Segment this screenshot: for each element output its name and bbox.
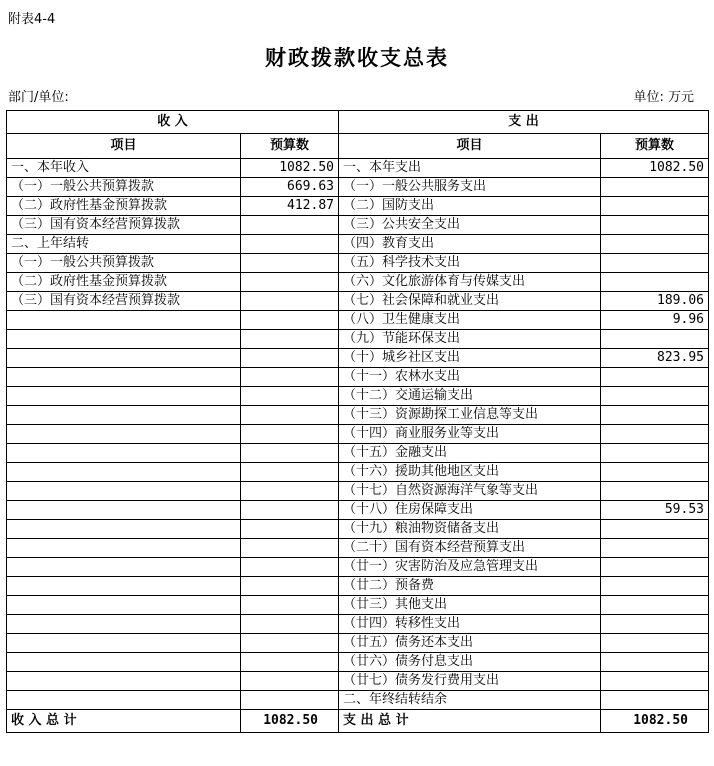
expense-item-cell: （十）城乡社区支出 — [339, 349, 601, 368]
expense-value-cell — [601, 216, 709, 235]
income-item-cell: （二）政府性基金预算拨款 — [7, 273, 241, 292]
expense-item-cell: （廿四）转移性支出 — [339, 615, 601, 634]
expense-item-cell: （二十）国有资本经营预算支出 — [339, 539, 601, 558]
table-row — [7, 425, 709, 444]
expense-item-cell: （一）一般公共服务支出 — [339, 178, 601, 197]
income-item-cell: （一）一般公共预算拨款 — [7, 254, 241, 273]
income-value-cell — [241, 691, 339, 710]
income-value-cell — [241, 501, 339, 520]
expense-item-cell: （十一）农林水支出 — [339, 368, 601, 387]
table-row — [7, 482, 709, 501]
table-row — [7, 349, 709, 368]
income-item-cell — [7, 482, 241, 501]
income-value-cell — [241, 273, 339, 292]
income-item-cell — [7, 463, 241, 482]
income-value-cell — [241, 615, 339, 634]
table-row — [7, 273, 709, 292]
income-value-cell — [241, 463, 339, 482]
income-value-cell — [241, 520, 339, 539]
income-value-cell — [241, 235, 339, 254]
income-value-cell — [241, 292, 339, 311]
expense-value-cell — [601, 273, 709, 292]
table-row — [7, 558, 709, 577]
expense-value-cell — [601, 558, 709, 577]
income-value-cell — [241, 634, 339, 653]
table-row — [7, 406, 709, 425]
income-value-cell — [241, 577, 339, 596]
expense-item-cell: （十九）粮油物资储备支出 — [339, 520, 601, 539]
expense-value-cell — [601, 539, 709, 558]
group-header-row — [7, 111, 709, 134]
expense-value-cell: 59.53 — [601, 501, 709, 520]
table-row — [7, 216, 709, 235]
income-value-cell — [241, 311, 339, 330]
expense-item-cell: （十五）金融支出 — [339, 444, 601, 463]
income-total-value: 1082.50 — [241, 710, 339, 733]
table-row — [7, 615, 709, 634]
expense-item-cell: （廿五）债务还本支出 — [339, 634, 601, 653]
income-item-cell — [7, 596, 241, 615]
expense-budget-header: 预算数 — [601, 134, 709, 159]
expense-item-cell: （十二）交通运输支出 — [339, 387, 601, 406]
income-item-cell — [7, 520, 241, 539]
table-row — [7, 368, 709, 387]
income-budget-header: 预算数 — [241, 134, 339, 159]
expense-value-cell — [601, 653, 709, 672]
table-row — [7, 178, 709, 197]
expense-item-cell: （四）教育支出 — [339, 235, 601, 254]
expense-item-cell: （廿六）债务付息支出 — [339, 653, 601, 672]
income-item-cell — [7, 349, 241, 368]
department-label: 部门/单位: — [8, 90, 69, 105]
expense-value-cell — [601, 615, 709, 634]
expense-item-cell: （十六）援助其他地区支出 — [339, 463, 601, 482]
income-item-cell — [7, 634, 241, 653]
expense-item-cell: （九）节能环保支出 — [339, 330, 601, 349]
expense-item-cell: （二）国防支出 — [339, 197, 601, 216]
expense-value-cell — [601, 520, 709, 539]
income-value-cell — [241, 653, 339, 672]
expense-item-cell: 二、年终结转结余 — [339, 691, 601, 710]
income-item-cell — [7, 615, 241, 634]
income-item-header: 项目 — [7, 134, 241, 159]
income-value-cell — [241, 425, 339, 444]
expense-value-cell — [601, 235, 709, 254]
expense-item-cell: （十八）住房保障支出 — [339, 501, 601, 520]
expense-item-cell: （十三）资源勘探工业信息等支出 — [339, 406, 601, 425]
income-item-cell — [7, 444, 241, 463]
table-row — [7, 672, 709, 691]
unit-label: 单位: 万元 — [633, 90, 694, 105]
expense-value-cell — [601, 463, 709, 482]
table-row — [7, 520, 709, 539]
expense-total-value: 1082.50 — [601, 710, 709, 733]
expense-value-cell — [601, 197, 709, 216]
income-item-cell: 二、上年结转 — [7, 235, 241, 254]
income-item-cell — [7, 577, 241, 596]
income-item-cell — [7, 368, 241, 387]
expense-value-cell — [601, 425, 709, 444]
table-row — [7, 235, 709, 254]
fiscal-summary-table — [6, 110, 709, 733]
expense-value-cell — [601, 330, 709, 349]
expense-value-cell — [601, 577, 709, 596]
table-row — [7, 387, 709, 406]
table-row — [7, 577, 709, 596]
table-row — [7, 197, 709, 216]
table-row — [7, 596, 709, 615]
expense-item-cell: （廿七）债务发行费用支出 — [339, 672, 601, 691]
income-value-cell: 1082.50 — [241, 159, 339, 178]
income-item-cell — [7, 539, 241, 558]
appendix-tag: 附表4-4 — [8, 12, 56, 27]
income-item-cell — [7, 558, 241, 577]
income-value-cell — [241, 349, 339, 368]
income-group-header: 收 入 — [7, 111, 339, 134]
expense-value-cell — [601, 634, 709, 653]
income-value-cell — [241, 444, 339, 463]
expense-item-cell: （廿一）灾害防治及应急管理支出 — [339, 558, 601, 577]
expense-item-cell: （六）文化旅游体育与传媒支出 — [339, 273, 601, 292]
income-value-cell — [241, 254, 339, 273]
income-item-cell — [7, 406, 241, 425]
table-row — [7, 444, 709, 463]
table-row — [7, 292, 709, 311]
expense-value-cell: 189.06 — [601, 292, 709, 311]
income-item-cell — [7, 425, 241, 444]
expense-value-cell — [601, 444, 709, 463]
income-value-cell — [241, 330, 339, 349]
total-row — [7, 710, 709, 733]
income-item-cell: （一）一般公共预算拨款 — [7, 178, 241, 197]
income-item-cell — [7, 501, 241, 520]
table-row — [7, 691, 709, 710]
income-item-cell: （三）国有资本经营预算拨款 — [7, 292, 241, 311]
table-row — [7, 539, 709, 558]
expense-item-cell: （五）科学技术支出 — [339, 254, 601, 273]
expense-item-cell: （八）卫生健康支出 — [339, 311, 601, 330]
income-value-cell — [241, 596, 339, 615]
expense-value-cell — [601, 406, 709, 425]
expense-value-cell — [601, 482, 709, 501]
expense-value-cell — [601, 691, 709, 710]
expense-item-cell: （十四）商业服务业等支出 — [339, 425, 601, 444]
column-header-row — [7, 134, 709, 159]
expense-group-header: 支 出 — [339, 111, 709, 134]
expense-total-label: 支 出 总 计 — [339, 710, 601, 733]
income-item-cell — [7, 330, 241, 349]
income-item-cell — [7, 311, 241, 330]
income-item-cell — [7, 387, 241, 406]
expense-item-cell: （廿三）其他支出 — [339, 596, 601, 615]
expense-value-cell — [601, 596, 709, 615]
expense-value-cell — [601, 672, 709, 691]
income-value-cell — [241, 387, 339, 406]
expense-item-header: 项目 — [339, 134, 601, 159]
expense-item-cell: （三）公共安全支出 — [339, 216, 601, 235]
expense-item-cell: （十七）自然资源海洋气象等支出 — [339, 482, 601, 501]
income-item-cell — [7, 672, 241, 691]
income-item-cell: （二）政府性基金预算拨款 — [7, 197, 241, 216]
income-item-cell: （三）国有资本经营预算拨款 — [7, 216, 241, 235]
expense-item-cell: （七）社会保障和就业支出 — [339, 292, 601, 311]
expense-value-cell — [601, 387, 709, 406]
table-row — [7, 634, 709, 653]
income-item-cell — [7, 653, 241, 672]
income-value-cell — [241, 539, 339, 558]
expense-value-cell — [601, 178, 709, 197]
income-value-cell: 412.87 — [241, 197, 339, 216]
table-row — [7, 463, 709, 482]
income-value-cell — [241, 558, 339, 577]
table-row — [7, 159, 709, 178]
expense-item-cell: （廿二）预备费 — [339, 577, 601, 596]
income-value-cell: 669.63 — [241, 178, 339, 197]
table-row — [7, 254, 709, 273]
income-value-cell — [241, 406, 339, 425]
income-value-cell — [241, 482, 339, 501]
expense-value-cell: 9.96 — [601, 311, 709, 330]
expense-value-cell — [601, 254, 709, 273]
page-title: 财政拨款收支总表 — [265, 45, 449, 70]
table-row — [7, 330, 709, 349]
income-value-cell — [241, 216, 339, 235]
expense-item-cell: 一、本年支出 — [339, 159, 601, 178]
income-item-cell: 一、本年收入 — [7, 159, 241, 178]
table-row — [7, 653, 709, 672]
table-row — [7, 311, 709, 330]
expense-value-cell — [601, 368, 709, 387]
income-total-label: 收 入 总 计 — [7, 710, 241, 733]
table-row — [7, 501, 709, 520]
income-value-cell — [241, 672, 339, 691]
income-item-cell — [7, 691, 241, 710]
expense-value-cell: 823.95 — [601, 349, 709, 368]
expense-value-cell: 1082.50 — [601, 159, 709, 178]
income-value-cell — [241, 368, 339, 387]
